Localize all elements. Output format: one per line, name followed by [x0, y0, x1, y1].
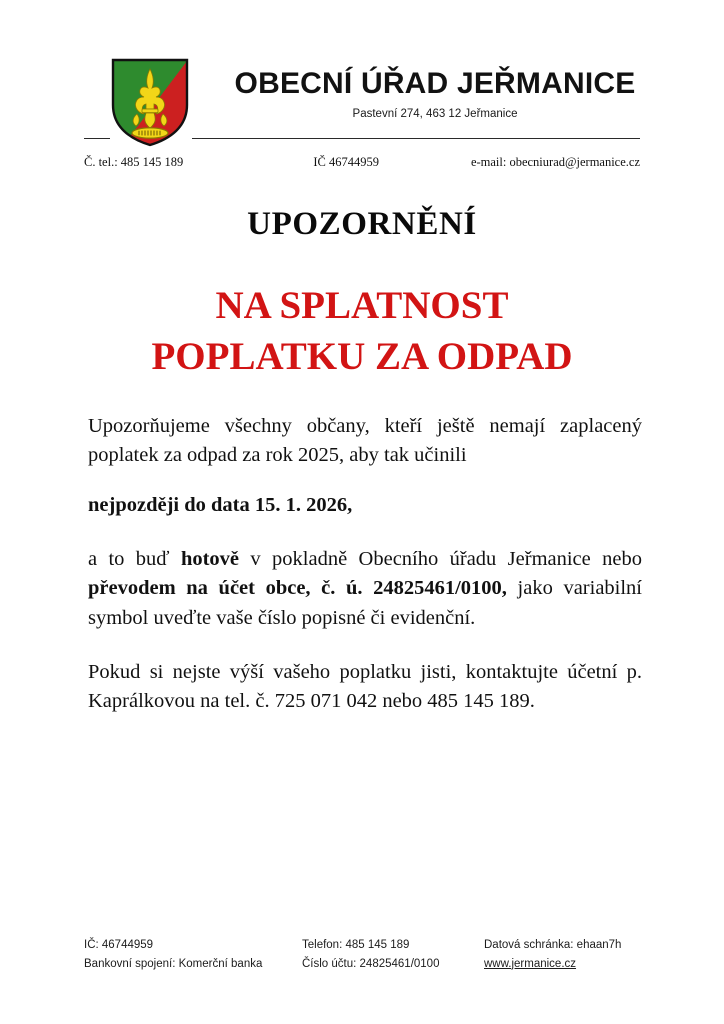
- body-paragraph-contact: Pokud si nejste výší vašeho poplatku jisti, kontaktujte účetní p. Kaprálkovou na tel. č. 725 071 042 nebo 485 145 189.: [88, 660, 642, 712]
- payment-cash-bold: hotově: [180, 548, 240, 571]
- footer-phone: Telefon: 485 145 189: [302, 939, 410, 951]
- footer-databox: Datová schránka: ehaan7h: [484, 939, 622, 951]
- deadline-text: nejpozději do data 15. 1. 2026,: [88, 494, 353, 517]
- header-ic: IČ 46744959: [313, 155, 379, 169]
- header-contact-row: [84, 155, 640, 170]
- footer-column-identification: [84, 936, 302, 973]
- footer-column-online: [484, 936, 644, 973]
- notice-body: [88, 412, 642, 737]
- footer-column-contact: [302, 936, 484, 973]
- office-address: Pastevní 274, 463 12 Jeřmanice: [352, 108, 518, 120]
- notice-subject-line-1: NA SPLATNOST: [215, 284, 509, 327]
- header-divider-left: [84, 138, 110, 139]
- header-email: e-mail: obecniurad@jermanice.cz: [470, 155, 640, 169]
- document-footer: [84, 936, 644, 973]
- header-divider-right: [192, 138, 640, 139]
- footer-website-link[interactable]: www.jermanice.cz: [484, 957, 577, 970]
- header-phone: Č. tel.: 485 145 189: [84, 155, 184, 169]
- footer-ic: IČ: 46744959: [84, 939, 154, 951]
- notice-title: UPOZORNĚNÍ: [247, 206, 477, 242]
- letterhead: [0, 0, 724, 169]
- payment-text-mid: v pokladně Obecního úřadu Jeřmanice nebo: [239, 548, 642, 571]
- body-paragraph-intro: Upozorňujeme všechny občany, kteří ještě nemají zaplacený poplatek za odpad za rok 2025, aby tak učinili: [88, 415, 642, 467]
- notice-subject-line-2: POPLATKU ZA ODPAD: [151, 335, 573, 379]
- office-title: OBECNÍ ÚŘAD JEŘMANICE: [234, 67, 636, 100]
- body-paragraph-payment: [88, 545, 642, 632]
- payment-text-lead: a to buď: [88, 548, 181, 571]
- footer-bank: Bankovní spojení: Komerční banka: [84, 957, 263, 970]
- body-paragraph-deadline: [88, 491, 642, 520]
- payment-text-tail: jako variabilní symbol uveďte vaše číslo popisné či evidenční.: [88, 577, 642, 629]
- notice-subject: [0, 280, 724, 383]
- payment-account-bold: převodem na účet obce, č. ú. 24825461/0100,: [88, 577, 507, 600]
- footer-account-number: Číslo účtu: 24825461/0100: [302, 957, 440, 970]
- coat-of-arms-icon: [110, 57, 190, 147]
